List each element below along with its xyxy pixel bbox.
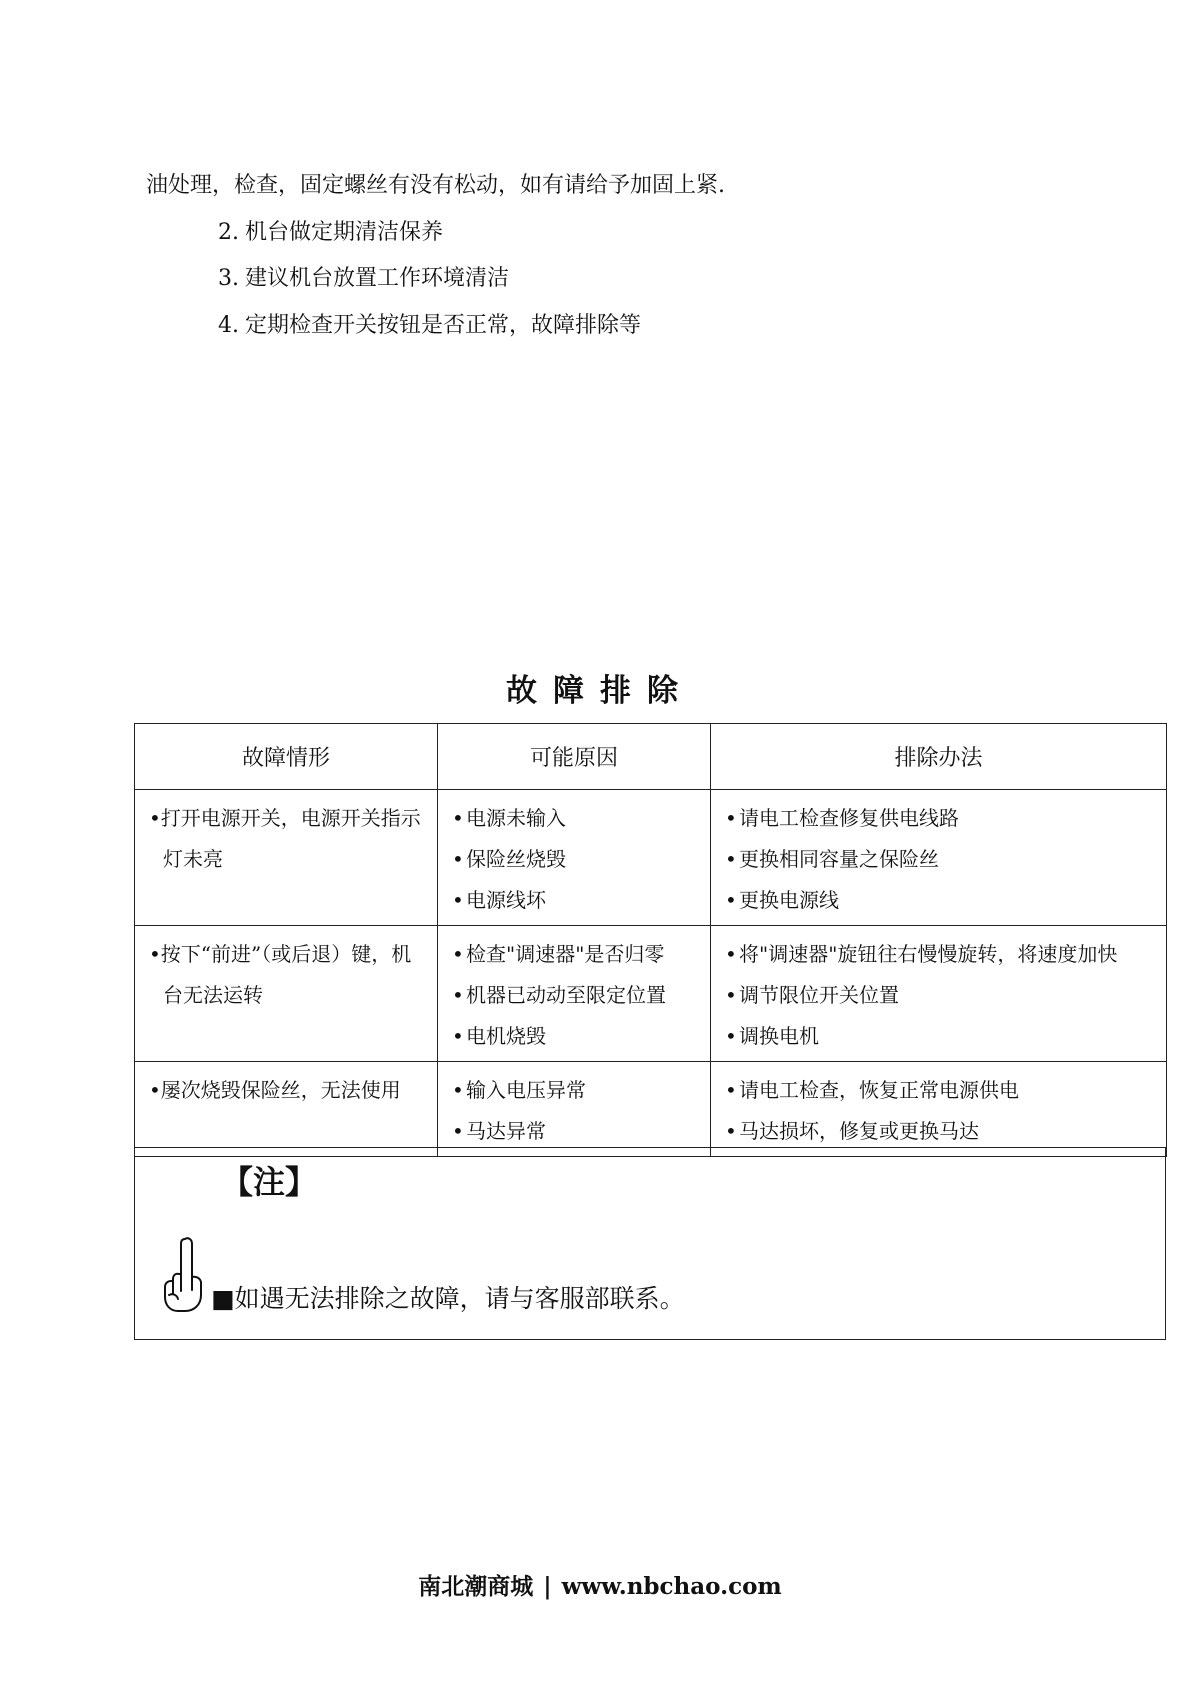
note-title: 【注】 <box>221 1163 318 1201</box>
solution-item: • 马达损坏，修复或更换马达 <box>725 1119 979 1143</box>
solution-cell <box>711 1062 1167 1157</box>
list-item-number: 4. <box>218 313 239 338</box>
list-item <box>218 218 443 248</box>
bullet: • <box>149 942 161 966</box>
column-header-symptom: 故障情形 <box>135 724 438 790</box>
table-header-row <box>135 724 1167 790</box>
solution-item: • 更换电源线 <box>725 888 839 912</box>
table-row <box>135 1062 1167 1157</box>
cause-cell <box>438 926 711 1062</box>
solution-item: • 更换相同容量之保险丝 <box>725 847 939 871</box>
cause-item: • 保险丝烧毁 <box>452 847 566 871</box>
bullet: • <box>149 806 161 830</box>
list-item-number: 2. <box>218 220 239 245</box>
cause-item: • 检查"调速器"是否归零 <box>452 942 665 966</box>
solution-item: • 请电工检查，恢复正常电源供电 <box>725 1078 1019 1102</box>
list-item-number: 3. <box>218 266 239 291</box>
pointing-hand-icon <box>161 1235 205 1313</box>
solution-item: • 将"调速器"旋钮往右慢慢旋转，将速度加快 <box>725 942 1118 966</box>
section-title: 故障排除 <box>506 673 694 709</box>
note-text: 如遇无法排除之故障，请与客服部联系。 <box>234 1284 685 1313</box>
table-row <box>135 926 1167 1062</box>
troubleshooting-table <box>134 723 1167 1157</box>
note-text-line <box>211 1282 685 1316</box>
column-header-cause: 可能原因 <box>438 724 711 790</box>
body-paragraph: 油处理，检查，固定螺丝有没有松动，如有请给予加固上紧. <box>146 173 725 198</box>
note-box <box>134 1147 1166 1340</box>
symptom-cell <box>135 1062 438 1157</box>
cause-item: • 电机烧毁 <box>452 1024 546 1048</box>
symptom-cell <box>135 926 438 1062</box>
list-item <box>218 264 509 294</box>
solution-item: • 调节限位开关位置 <box>725 983 899 1007</box>
cause-item: • 机器已动动至限定位置 <box>452 983 666 1007</box>
solution-cell <box>711 790 1167 926</box>
list-item-text: 定期检查开关按钮是否正常，故障排除等 <box>245 313 642 338</box>
symptom-cell <box>135 790 438 926</box>
column-header-solution: 排除办法 <box>711 724 1167 790</box>
cause-cell <box>438 790 711 926</box>
list-item <box>218 311 641 341</box>
cause-item: • 电源线坏 <box>452 888 546 912</box>
symptom-text: 按下“前进”（或后退）键，机台无法运转 <box>160 942 412 1007</box>
solution-item: • 请电工检查修复供电线路 <box>725 806 959 830</box>
footer-separator: | <box>543 1573 552 1600</box>
cause-cell <box>438 1062 711 1157</box>
symptom-text: 屡次烧毁保险丝，无法使用 <box>160 1078 401 1102</box>
cause-item: • 电源未输入 <box>452 806 566 830</box>
cause-item: • 输入电压异常 <box>452 1078 586 1102</box>
footer-brand: 南北潮商城 <box>418 1573 534 1600</box>
solution-item: • 调换电机 <box>725 1024 819 1048</box>
list-item-text: 建议机台放置工作环境清洁 <box>245 266 510 291</box>
square-bullet-icon: ■ <box>211 1284 235 1313</box>
cause-item: • 马达异常 <box>452 1119 546 1143</box>
footer <box>0 1572 1200 1602</box>
symptom-text: 打开电源开关，电源开关指示灯未亮 <box>160 806 421 871</box>
list-item-text: 机台做定期清洁保养 <box>245 220 444 245</box>
bullet: • <box>149 1078 161 1102</box>
table-row <box>135 790 1167 926</box>
footer-url[interactable]: www.nbchao.com <box>561 1573 782 1600</box>
solution-cell <box>711 926 1167 1062</box>
